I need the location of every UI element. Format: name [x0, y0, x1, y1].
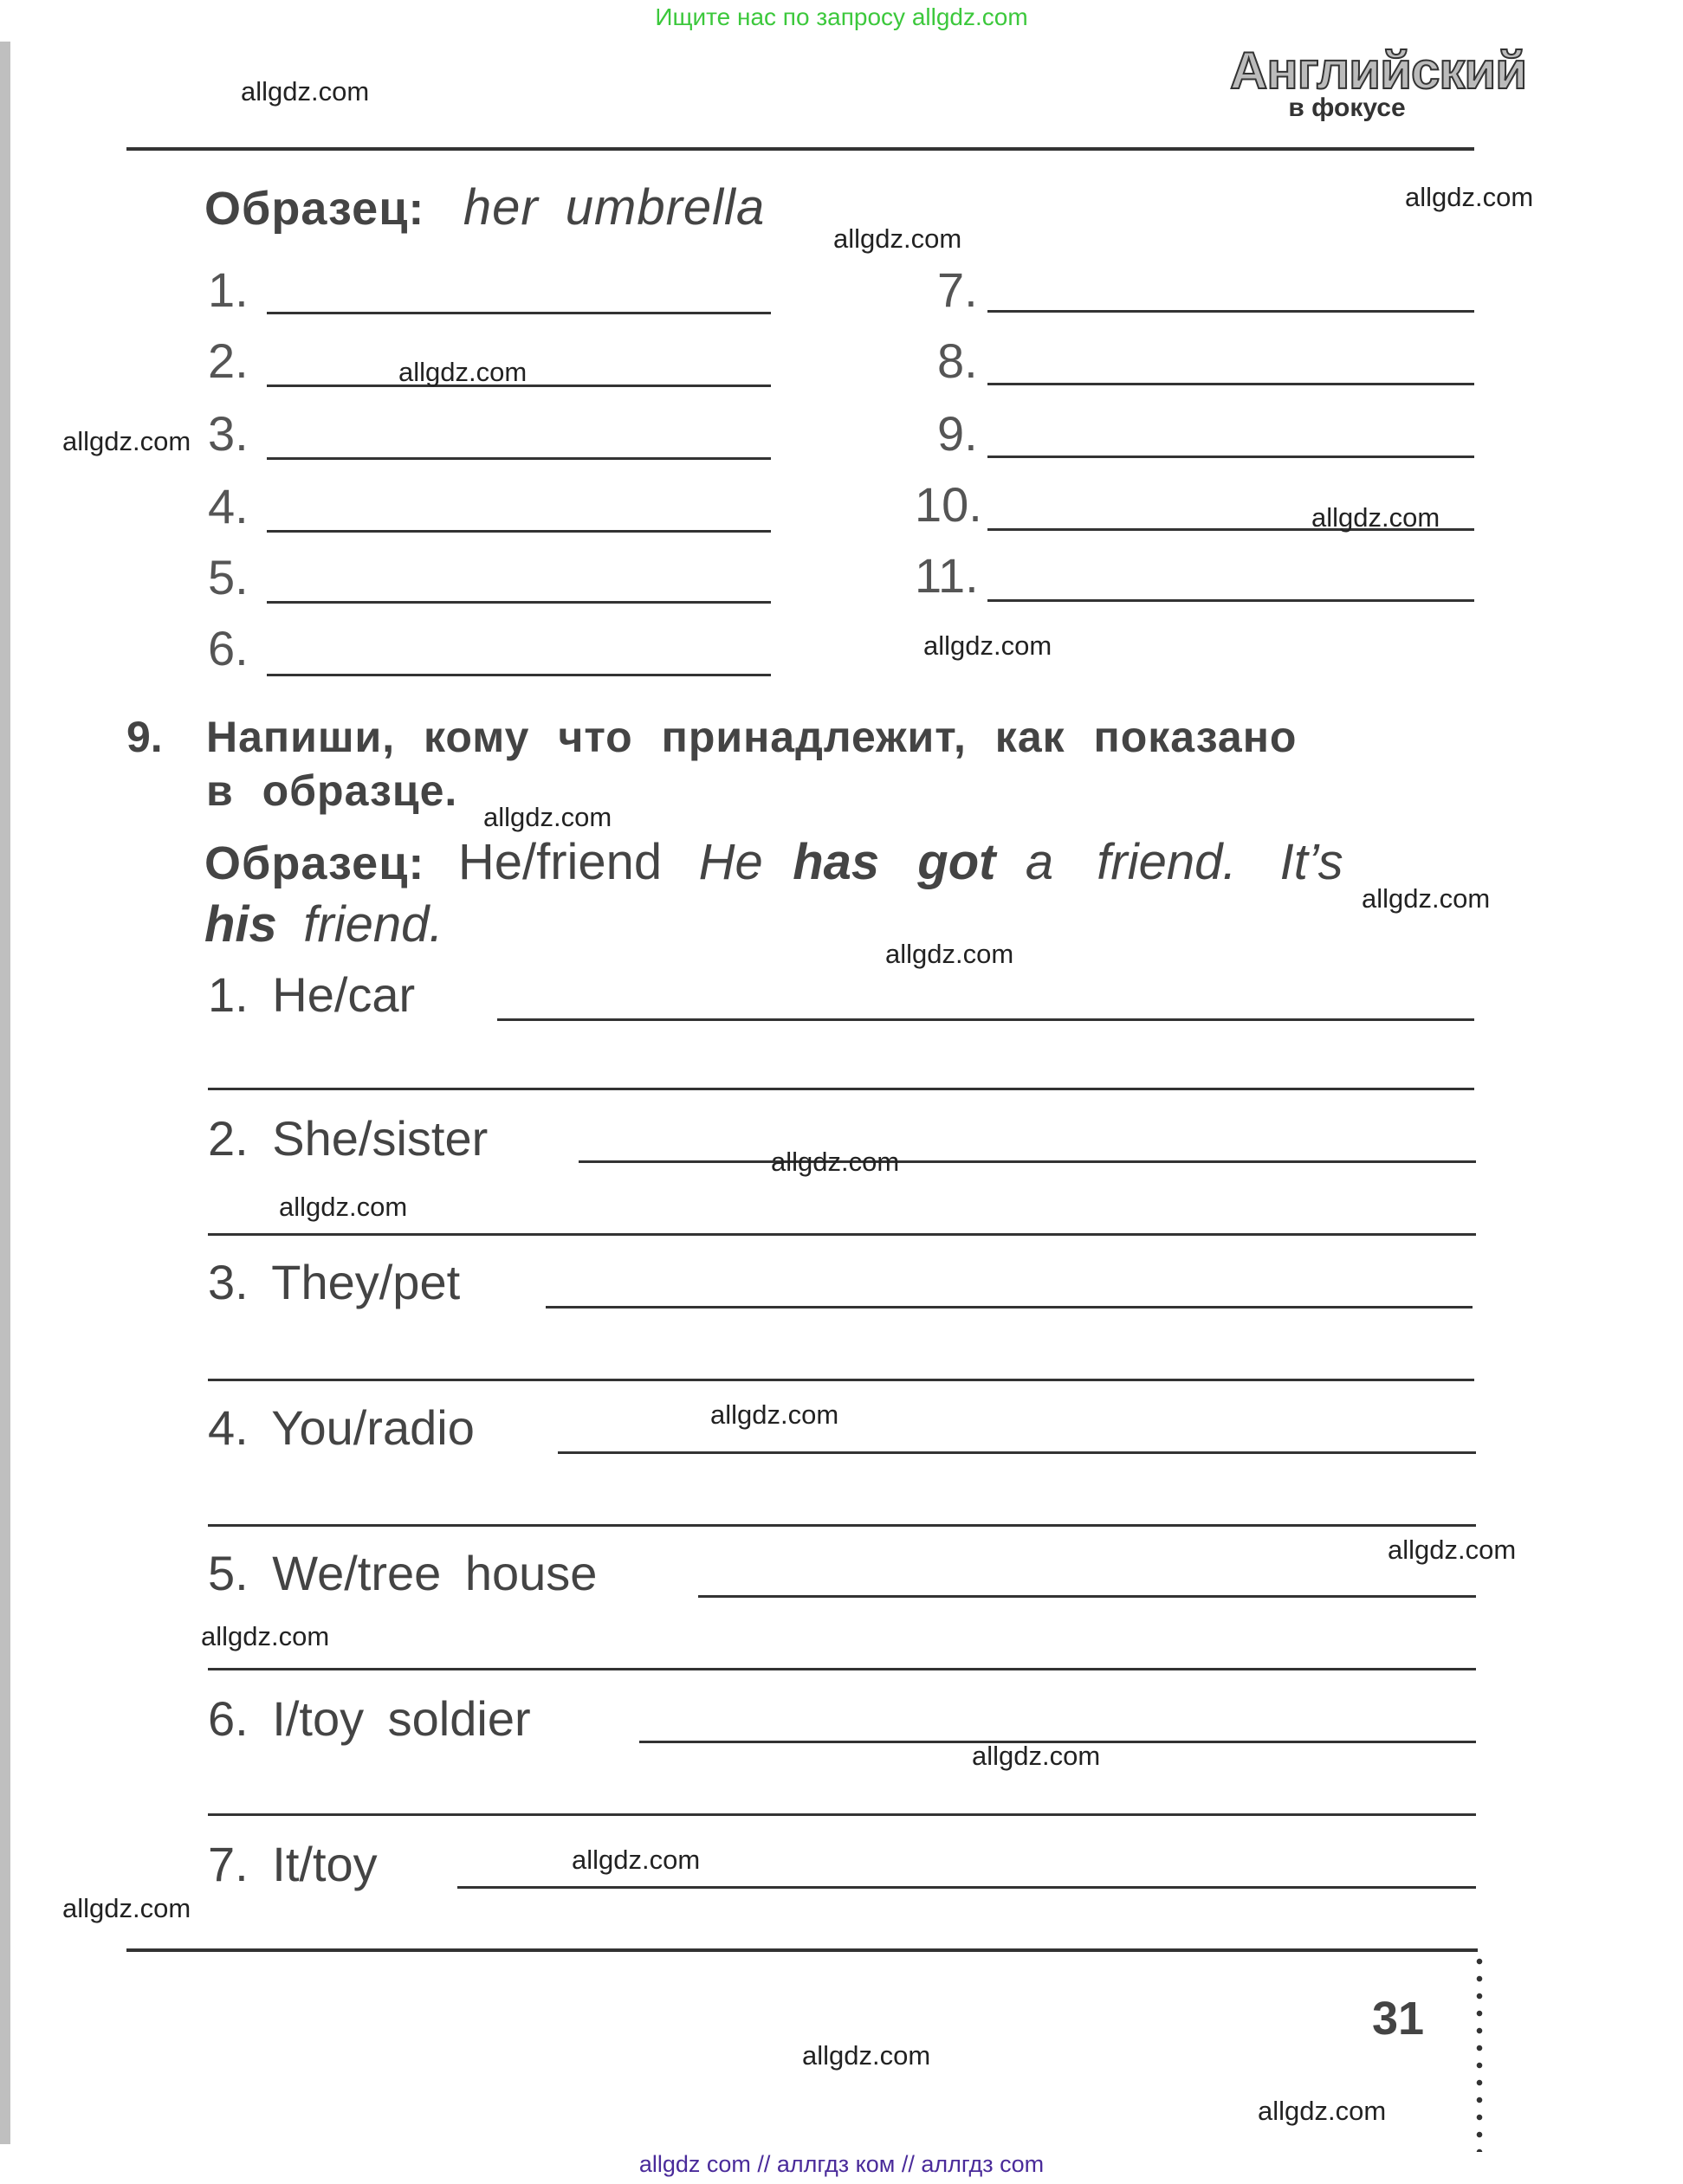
- watermark: allgdz.com: [802, 2040, 931, 2071]
- answer-line[interactable]: [987, 310, 1474, 313]
- answer-number: 7.: [937, 262, 978, 317]
- answer-number: 8.: [937, 333, 978, 388]
- answer-line[interactable]: [987, 383, 1474, 385]
- answer-line[interactable]: [698, 1595, 1476, 1598]
- task9-sample-line2: [204, 895, 443, 953]
- sample-2-answer-bold: has got: [793, 834, 996, 890]
- task9-item: 2. She/sister: [208, 1111, 489, 1166]
- footer-divider: [126, 1948, 1478, 1952]
- answer-line[interactable]: [497, 1018, 1474, 1021]
- watermark: allgdz.com: [62, 426, 191, 456]
- sample-1-text: her umbrella: [463, 179, 766, 236]
- page-left-edge: [0, 42, 10, 2144]
- watermark: allgdz.com: [241, 76, 370, 107]
- answer-line[interactable]: [546, 1306, 1473, 1308]
- answer-number: 6.: [208, 621, 249, 675]
- watermark: allgdz.com: [62, 1893, 191, 1923]
- sample-2-answer-part: a friend. It’s: [1025, 834, 1343, 890]
- task9-sample-line1: [204, 833, 1343, 891]
- logo-title: Английский: [1230, 42, 1527, 100]
- answer-line[interactable]: [457, 1886, 1476, 1889]
- answer-number: 5.: [208, 550, 249, 604]
- task9-item: 4. You/radio: [208, 1400, 475, 1455]
- watermark: allgdz.com: [833, 223, 962, 254]
- watermark: allgdz.com: [279, 1192, 408, 1222]
- answer-line[interactable]: [558, 1451, 1476, 1454]
- task9-item: 7. It/toy: [208, 1837, 378, 1891]
- watermark: allgdz.com: [1258, 2096, 1387, 2126]
- footer-links[interactable]: allgdz com // аллгдз ком // аллгдз com: [638, 2151, 1045, 2177]
- sample-1: [204, 178, 765, 236]
- top-banner[interactable]: Ищите нас по запросу allgdz.com: [655, 3, 1028, 30]
- answer-line[interactable]: [267, 601, 771, 604]
- task-instruction-line2: в образце.: [206, 766, 458, 815]
- watermark: allgdz.com: [1405, 182, 1534, 212]
- watermark: allgdz.com: [710, 1399, 839, 1430]
- logo-subtitle: в фокусе: [1288, 94, 1406, 122]
- answer-line[interactable]: [267, 530, 771, 533]
- watermark: allgdz.com: [1362, 883, 1491, 914]
- watermark: allgdz.com: [483, 802, 612, 832]
- task9-item: 1. He/car: [208, 967, 416, 1022]
- watermark: allgdz.com: [923, 630, 1052, 661]
- answer-number: 3.: [208, 406, 249, 461]
- task9-item: 3. They/pet: [208, 1255, 461, 1309]
- sample-2-answer-part: friend.: [303, 896, 443, 953]
- answer-line[interactable]: [267, 457, 771, 460]
- book-logo: [1230, 42, 1527, 123]
- answer-line[interactable]: [208, 1524, 1476, 1527]
- answer-number: 2.: [208, 333, 249, 388]
- task-number: 9.: [126, 713, 163, 761]
- answer-line[interactable]: [208, 1668, 1476, 1670]
- sample-2-answer-bold: his: [204, 896, 277, 953]
- sample-1-label: Образец:: [204, 183, 425, 235]
- sample-2-prompt: He/friend: [457, 834, 663, 890]
- watermark: allgdz.com: [972, 1741, 1101, 1771]
- watermark: allgdz.com: [572, 1845, 701, 1875]
- watermark: allgdz.com: [398, 357, 528, 387]
- watermark: allgdz.com: [201, 1621, 330, 1651]
- answer-line[interactable]: [267, 312, 771, 314]
- answer-number: 4.: [208, 479, 249, 533]
- page-edge-dots: [1476, 1953, 1483, 2152]
- task9-item: 5. We/tree house: [208, 1546, 598, 1600]
- task-instruction-line1: Напиши, кому что принадлежит, как показано: [206, 713, 1298, 761]
- answer-line[interactable]: [579, 1160, 1476, 1163]
- answer-line[interactable]: [987, 599, 1474, 602]
- answer-line[interactable]: [267, 674, 771, 676]
- sample-2-answer-part: He: [698, 834, 763, 890]
- answer-number: 10.: [915, 477, 982, 532]
- watermark: allgdz.com: [771, 1147, 900, 1177]
- answer-number: 9.: [937, 406, 978, 461]
- answer-line[interactable]: [987, 456, 1474, 458]
- watermark: allgdz.com: [1388, 1535, 1517, 1565]
- answer-line[interactable]: [208, 1088, 1474, 1090]
- watermark: allgdz.com: [885, 939, 1014, 969]
- answer-number: 11.: [915, 548, 979, 603]
- answer-line[interactable]: [208, 1233, 1476, 1236]
- header-divider: [126, 147, 1474, 151]
- watermark: allgdz.com: [1311, 502, 1440, 533]
- task9-item: 6. I/toy soldier: [208, 1691, 531, 1746]
- answer-line[interactable]: [208, 1813, 1476, 1816]
- answer-number: 1.: [208, 262, 249, 317]
- sample-2-label: Образец:: [204, 837, 425, 889]
- answer-line[interactable]: [208, 1379, 1474, 1381]
- page-number: 31: [1372, 1993, 1425, 2045]
